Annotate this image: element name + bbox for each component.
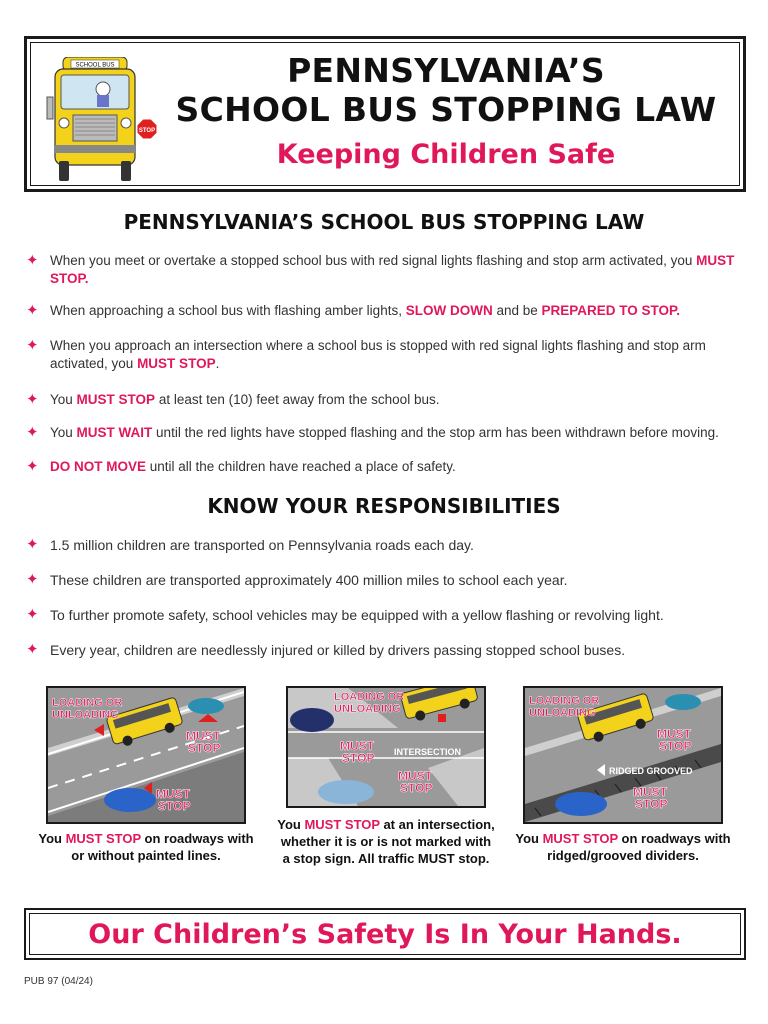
star-bullet-icon: ✦ — [26, 571, 39, 588]
star-bullet-icon: ✦ — [26, 458, 39, 475]
divider-label: RIDGED GROOVED — [609, 766, 693, 776]
illustration-roadway — [46, 686, 246, 824]
must-label-2: MUST — [633, 785, 667, 799]
law-item-4: ✦ You MUST STOP at least ten (10) feet away from the school bus. — [26, 391, 440, 408]
stop-label-1: STOP — [342, 751, 375, 765]
loading-label-2: UNLOADING — [52, 709, 119, 721]
illustration-intersection — [286, 686, 486, 808]
star-bullet-icon: ✦ — [26, 606, 39, 623]
must-label-1: MUST — [657, 727, 691, 741]
loading-label-1: LOADING OR — [52, 697, 123, 709]
star-bullet-icon: ✦ — [26, 391, 39, 408]
loading-label-1: LOADING OR — [334, 691, 405, 703]
must-label-2: MUST — [156, 787, 190, 801]
responsibility-item-3: ✦ To further promote safety, school vehicles may be equipped with a yellow flashing or revolving light. — [26, 606, 664, 623]
stop-label-2: STOP — [400, 781, 433, 795]
stop-label-1: STOP — [188, 741, 221, 755]
responsibility-item-4: ✦ Every year, children are needlessly injured or killed by drivers passing stopped school buses. — [26, 641, 626, 658]
responsibility-item-2: ✦ These children are transported approximately 400 million miles to school each year. — [26, 571, 568, 588]
page-title-line-1: PENNSYLVANIA’S — [287, 51, 605, 90]
must-label-1: MUST — [340, 739, 374, 753]
slogan-inner-border — [29, 913, 741, 955]
star-bullet-icon: ✦ — [26, 641, 39, 658]
header-banner — [24, 36, 746, 192]
school-bus-logo-icon — [45, 57, 157, 185]
slogan-text: Our Children’s Safety Is In Your Hands. — [88, 918, 682, 950]
star-bullet-icon: ✦ — [26, 252, 39, 269]
law-item-1: ✦ When you meet or overtake a stopped school bus with red signal lights flashing and stop arm activated, you MUST STOP. — [26, 252, 735, 286]
law-item-2: ✦ When approaching a school bus with flashing amber lights, SLOW DOWN and be PREPARED TO STOP. — [26, 302, 681, 319]
page-subtitle: Keeping Children Safe — [276, 139, 616, 170]
star-bullet-icon: ✦ — [26, 536, 39, 553]
intersection-label: INTERSECTION — [394, 747, 462, 757]
header-inner-border — [30, 42, 740, 186]
law-section-title: PENNSYLVANIA’S SCHOOL BUS STOPPING LAW — [123, 210, 645, 234]
illustration-caption-3: You MUST STOP on roadways with ridged/grooved dividers. — [515, 831, 731, 863]
page-title-line-2: SCHOOL BUS STOPPING LAW — [175, 90, 717, 129]
slogan-banner — [24, 908, 746, 960]
stop-label-1: STOP — [659, 739, 692, 753]
responsibility-item-1: ✦ 1.5 million children are transported on Pennsylvania roads each day. — [26, 536, 474, 553]
must-label-1: MUST — [186, 729, 220, 743]
bus-sign-text: SCHOOL BUS — [75, 62, 115, 69]
loading-label-2: UNLOADING — [529, 707, 596, 719]
publication-number: PUB 97 (04/24) — [24, 976, 93, 987]
loading-label-2: UNLOADING — [334, 703, 401, 715]
illustration-caption-2: You MUST STOP at an intersection, whether it is or is not marked with a stop sign. All traffic MUST stop. — [277, 817, 495, 866]
stop-label-2: STOP — [635, 797, 668, 811]
must-label-2: MUST — [398, 769, 432, 783]
stop-sign-text: STOP — [138, 128, 156, 134]
star-bullet-icon: ✦ — [26, 424, 39, 441]
loading-label-1: LOADING OR — [529, 695, 600, 707]
responsibilities-title: KNOW YOUR RESPONSIBILITIES — [207, 494, 561, 518]
star-bullet-icon: ✦ — [26, 302, 39, 319]
star-bullet-icon: ✦ — [26, 337, 39, 354]
law-item-5: ✦ You MUST WAIT until the red lights have stopped flashing and the stop arm has been withdrawn before moving. — [26, 424, 719, 441]
illustration-divider — [523, 686, 723, 824]
illustration-caption-1: You MUST STOP on roadways with or without painted lines. — [38, 831, 254, 863]
law-item-3: ✦ When you approach an intersection where a school bus is stopped with red signal lights flashing and stop arm activated, you MUST STOP. — [26, 337, 706, 371]
stop-label-2: STOP — [158, 799, 191, 813]
law-item-6: ✦ DO NOT MOVE until all the children have reached a place of safety. — [26, 458, 456, 475]
